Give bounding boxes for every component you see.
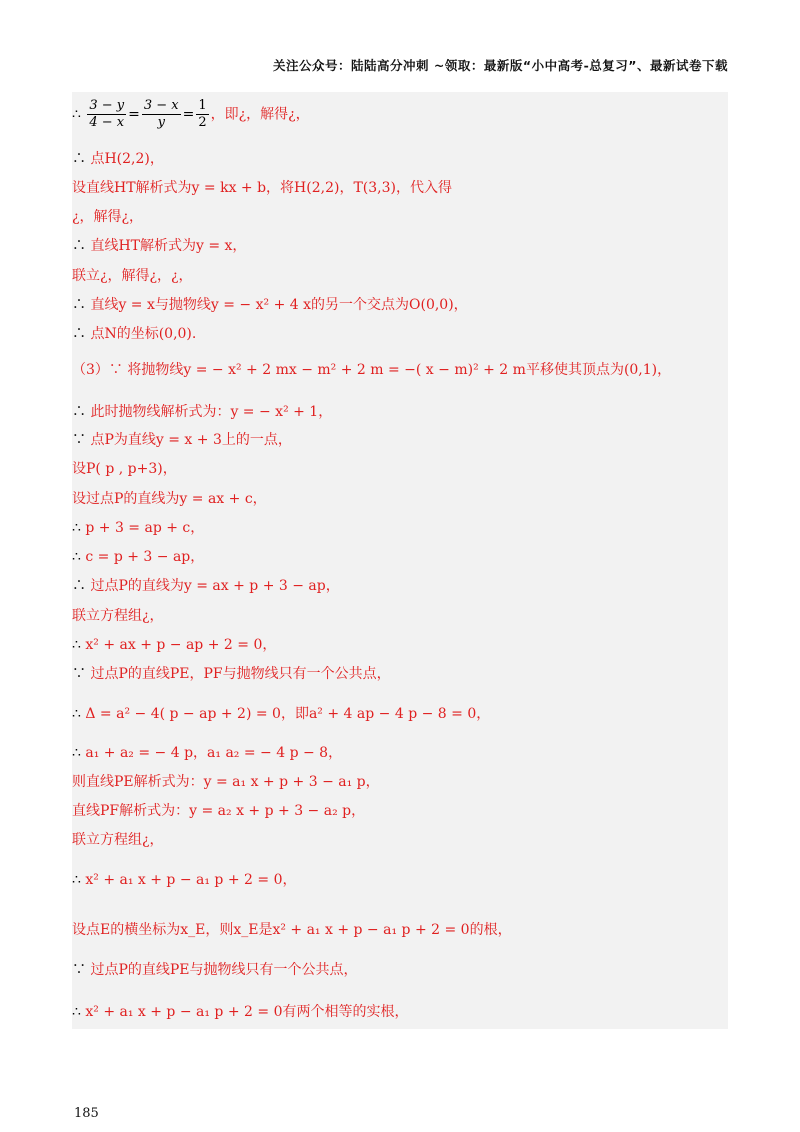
line-2: ∴ 点H(2,2)， xyxy=(72,151,164,167)
line-6: 联立¿，解得¿，¿， xyxy=(72,268,193,284)
line-8: ∴ 点N的坐标(0,0). xyxy=(72,326,197,342)
line-27: ∵ 过点P的直线PE与抛物线只有一个公共点， xyxy=(72,962,358,978)
fraction-1: $\frac{3 - y}{4 - x}$ xyxy=(89,98,125,130)
line-21: ∴ a₁ + a₂ = − 4 p，a₁ a₂ = − 4 p − 8， xyxy=(72,745,343,761)
solution-content xyxy=(72,92,728,1029)
line-23: 直线PF解析式为：y = a₂ x + p + 3 − a₂ p， xyxy=(72,803,366,819)
page-number: 185 xyxy=(74,1106,99,1121)
line-18: ∴ x² + ax + p − ap + 2 = 0， xyxy=(72,637,277,653)
line-28: ∴ x² + a₁ x + p − a₁ p + 2 = 0有两个相等的实根， xyxy=(72,1004,409,1020)
line-1: ∴ $\frac{3 - y}{4 - x}$ = $\frac{3 - x}{y}$ = $\frac{1}{2}$ ，即¿，解得¿， xyxy=(72,98,310,130)
line-13: 设过点P的直线为y = ax + c， xyxy=(72,491,267,507)
line-3: 设直线HT解析式为y = kx + b，将H(2,2)，T(3,3)，代入得 xyxy=(72,180,452,196)
line-14: ∴ p + 3 = ap + c， xyxy=(72,520,205,536)
line-25: ∴ x² + a₁ x + p − a₁ p + 2 = 0， xyxy=(72,872,297,888)
line-16: ∴ 过点P的直线为y = ax + p + 3 − ap， xyxy=(72,578,340,594)
fraction-2: $\frac{3 - x}{y}$ xyxy=(143,98,179,130)
line-10: ∴ 此时抛物线解析式为：y = − x² + 1， xyxy=(72,404,333,420)
line-22: 则直线PE解析式为：y = a₁ x + p + 3 − a₁ p， xyxy=(72,774,380,790)
line-17: 联立方程组¿， xyxy=(72,608,164,624)
line-12: 设P( p , p+3)， xyxy=(72,461,177,477)
line-19: ∵ 过点P的直线PE，PF与抛物线只有一个公共点， xyxy=(72,666,391,682)
fraction-3: $\frac{1}{2}$ xyxy=(198,98,207,130)
line-11: ∵ 点P为直线y = x + 3上的一点， xyxy=(72,432,292,448)
line-15: ∴ c = p + 3 − ap， xyxy=(72,549,205,565)
line-24: 联立方程组¿， xyxy=(72,832,164,848)
line-9: （3）∵ 将抛物线y = − x² + 2 mx − m² + 2 m = −( x − m)² + 2 m平移使其顶点为(0,1)， xyxy=(72,362,672,378)
line-5: ∴ 直线HT解析式为y = x， xyxy=(72,238,247,254)
line-26: 设点E的横坐标为x_E，则x_E是x² + a₁ x + p − a₁ p + 2 = 0的根， xyxy=(72,922,512,938)
line-7: ∴ 直线y = x与抛物线y = − x² + 4 x的另一个交点为O(0,0)， xyxy=(72,297,468,313)
line-20: ∴ Δ = a² − 4( p − ap + 2) = 0，即a² + 4 ap − 4 p − 8 = 0， xyxy=(72,706,491,722)
line-4: ¿，解得¿， xyxy=(72,209,144,225)
page-header: 关注公众号：陆陆高分冲刺 ~领取：最新版“小中高考-总复习”、最新试卷下载 xyxy=(273,58,728,73)
